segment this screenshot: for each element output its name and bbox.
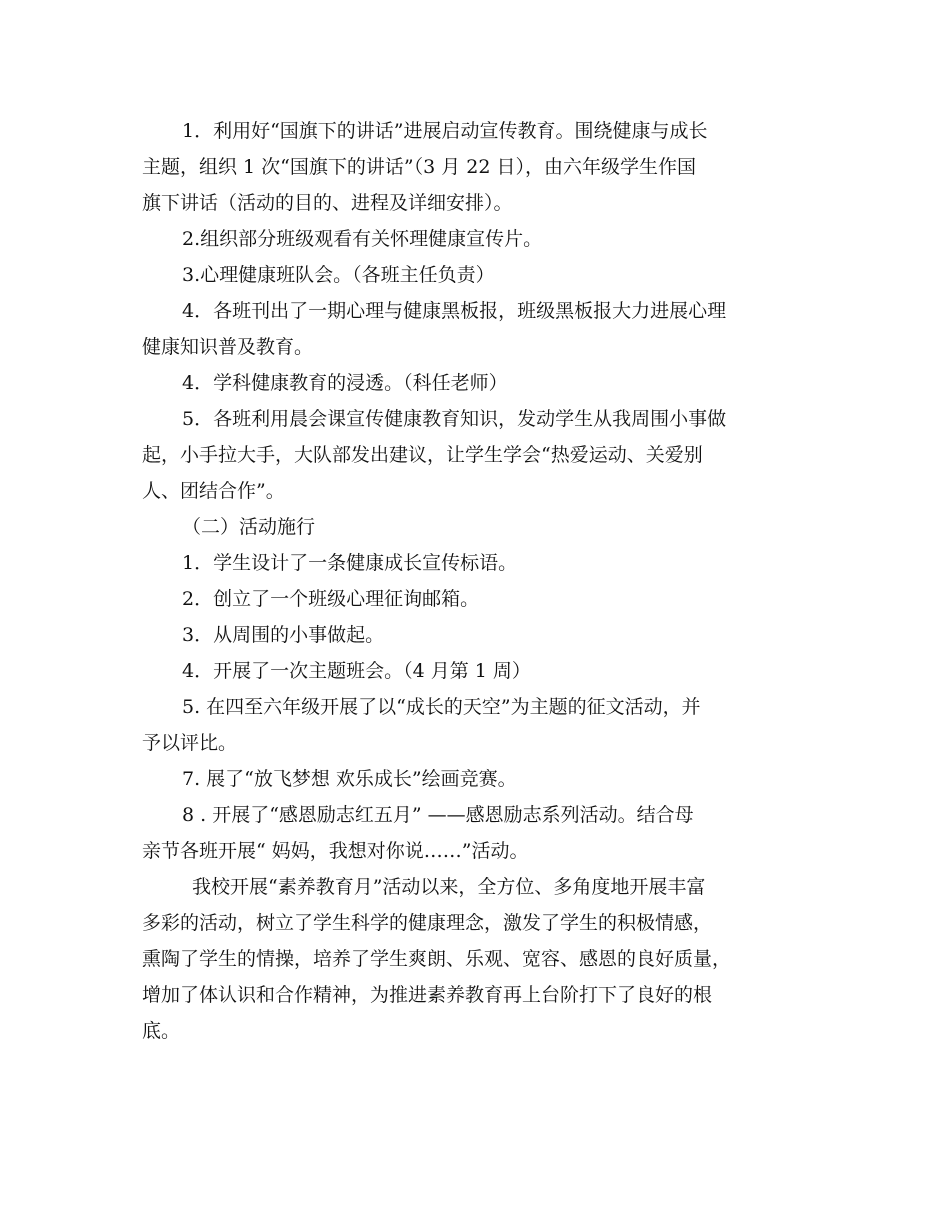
- section-heading: （二）活动施行: [182, 516, 316, 538]
- text-line: 主题，组织 1 次“国旗下的讲话”（3 月 22 日），由六年级学生作国: [142, 156, 696, 178]
- text-line: 多彩的活动，树立了学生科学的健康理念，激发了学生的积极情感，: [142, 912, 713, 934]
- text-line: 健康知识普及教育。: [142, 336, 314, 358]
- text-line: 予以评比。: [142, 732, 238, 754]
- text-line: 底。: [142, 1020, 181, 1042]
- text-line: 我校开展“素养教育月”活动以来，全方位、多角度地开展丰富: [192, 876, 706, 898]
- text-line: 起，小手拉大手，大队部发出建议，让学生学会“热爱运动、关爱别: [142, 444, 703, 466]
- text-line: 亲节各班开展“ 妈妈，我想对你说……”活动。: [142, 840, 529, 862]
- text-line: 8 . 开展了“感恩励志红五月” ——感恩励志系列活动。结合母: [182, 804, 694, 826]
- text-line: 熏陶了学生的情操，培养了学生爽朗、乐观、宽容、感恩的良好质量，: [142, 948, 732, 970]
- text-line: 4．学科健康教育的浸透。（科任老师）: [182, 372, 508, 394]
- text-line: 1．利用好“国旗下的讲话”进展启动宣传教育。围绕健康与成长: [182, 120, 708, 142]
- text-line: 人、团结合作”。: [142, 480, 285, 502]
- text-line: 增加了体认识和合作精神，为推进素养教育再上台阶打下了良好的根: [142, 984, 713, 1006]
- text-line: 3．从周围的小事做起。: [182, 624, 385, 646]
- text-line: 4．各班刊出了一期心理与健康黑板报，班级黑板报大力进展心理: [182, 300, 727, 322]
- document-body: [142, 113, 832, 1049]
- text-line: 旗下讲话（活动的目的、进程及详细安排）。: [142, 192, 513, 214]
- text-line: 2.组织部分班级观看有关怀理健康宣传片。: [182, 228, 543, 250]
- text-line: 4．开展了一次主题班会。（4 月第 1 周）: [182, 660, 531, 682]
- text-line: 1．学生设计了一条健康成长宣传标语。: [182, 552, 518, 574]
- text-line: 5. 在四至六年级开展了以“成长的天空”为主题的征文活动，并: [182, 696, 701, 718]
- text-line: 5．各班利用晨会课宣传健康教育知识，发动学生从我周围小事做: [182, 408, 727, 430]
- text-line: 7. 展了“放飞梦想 欢乐成长”绘画竞赛。: [182, 768, 517, 790]
- text-line: 2．创立了一个班级心理征询邮箱。: [182, 588, 480, 610]
- text-line: 3.心理健康班队会。（各班主任负责）: [182, 264, 495, 286]
